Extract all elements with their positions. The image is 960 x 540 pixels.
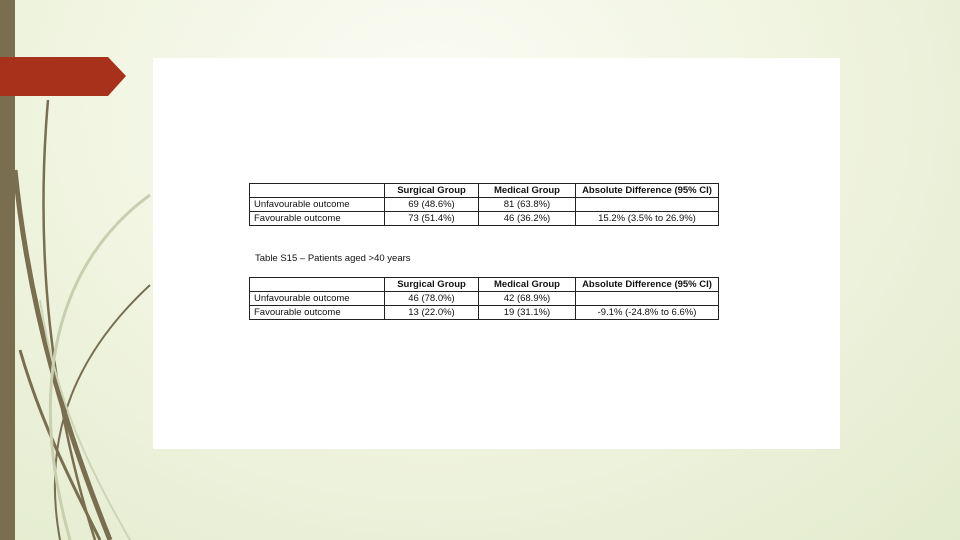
- table-cell: 46 (36.2%): [479, 212, 576, 226]
- table-header-row: [250, 184, 719, 198]
- table-cell: 19 (31.1%): [479, 306, 576, 320]
- outcome-table-2: [249, 277, 719, 320]
- table-row: [250, 292, 719, 306]
- row-label: Unfavourable outcome: [250, 292, 385, 306]
- table-cell: -9.1% (-24.8% to 6.6%): [576, 306, 719, 320]
- header-cell: Absolute Difference (95% CI): [576, 184, 719, 198]
- table-cell: 46 (78.0%): [385, 292, 479, 306]
- header-cell: Surgical Group: [385, 184, 479, 198]
- header-cell: Surgical Group: [385, 278, 479, 292]
- table-row: [250, 212, 719, 226]
- header-cell: Medical Group: [479, 184, 576, 198]
- row-label: Favourable outcome: [250, 306, 385, 320]
- table-cell: [576, 198, 719, 212]
- table-cell: 15.2% (3.5% to 26.9%): [576, 212, 719, 226]
- header-cell: [250, 184, 385, 198]
- content-card: [153, 58, 840, 449]
- table-cell: 13 (22.0%): [385, 306, 479, 320]
- table-cell: [576, 292, 719, 306]
- table-row: [250, 306, 719, 320]
- table-cell: 73 (51.4%): [385, 212, 479, 226]
- row-label: Unfavourable outcome: [250, 198, 385, 212]
- header-cell: Medical Group: [479, 278, 576, 292]
- table-cell: 69 (48.6%): [385, 198, 479, 212]
- outcome-table-1: [249, 183, 719, 226]
- header-cell: [250, 278, 385, 292]
- table-row: [250, 198, 719, 212]
- table-cell: 81 (63.8%): [479, 198, 576, 212]
- table-cell: 42 (68.9%): [479, 292, 576, 306]
- table-caption: Table S15 – Patients aged >40 years: [255, 253, 411, 264]
- table-header-row: [250, 278, 719, 292]
- header-cell: Absolute Difference (95% CI): [576, 278, 719, 292]
- row-label: Favourable outcome: [250, 212, 385, 226]
